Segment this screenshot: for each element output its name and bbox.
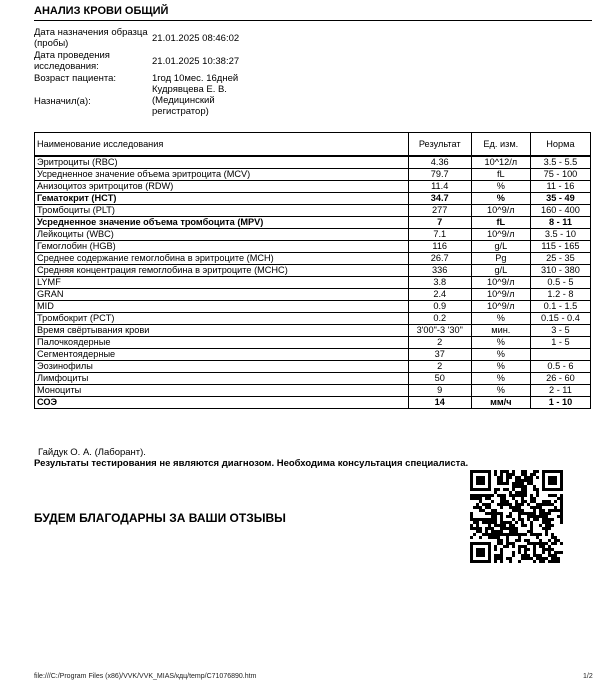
test-name-cell: Сегментоядерные — [35, 349, 409, 361]
test-name-cell: Гематокрит (HCT) — [35, 193, 409, 205]
unit-cell: g/L — [471, 265, 530, 277]
norm-cell: 160 - 400 — [530, 205, 590, 217]
table-row — [35, 349, 591, 361]
norm-cell: 3.5 - 5.5 — [530, 156, 590, 169]
performed-date-label: Дата проведения исследования: — [34, 50, 110, 72]
test-name-cell: Время свёртывания крови — [35, 325, 409, 337]
table-row — [35, 385, 591, 397]
test-name-cell: Усредненное значение объема эритроцита (MCV) — [35, 169, 409, 181]
norm-cell: 1.2 - 8 — [530, 289, 590, 301]
result-cell: 116 — [408, 241, 471, 253]
unit-cell: % — [471, 337, 530, 349]
table-row — [35, 397, 591, 409]
test-name-cell: Эозинофилы — [35, 361, 409, 373]
norm-cell: 35 - 49 — [530, 193, 590, 205]
test-name-cell: СОЭ — [35, 397, 409, 409]
test-name-cell: Средняя концентрация гемоглобина в эритроците (MCHC) — [35, 265, 409, 277]
table-row — [35, 205, 591, 217]
norm-cell: 3.5 - 10 — [530, 229, 590, 241]
result-cell: 34.7 — [408, 193, 471, 205]
test-name-cell: Анизоцитоз эритроцитов (RDW) — [35, 181, 409, 193]
result-cell: 26.7 — [408, 253, 471, 265]
disclaimer: Результаты тестирования не являются диагнозом. Необходима консультация специалиста. — [34, 458, 469, 469]
norm-cell: 75 - 100 — [530, 169, 590, 181]
header-result: Результат — [408, 133, 471, 157]
result-cell: 3.8 — [408, 277, 471, 289]
test-name-cell: Лейкоциты (WBC) — [35, 229, 409, 241]
patient-age-value: 1год 10мес. 16дней — [152, 73, 239, 84]
norm-cell: 2 - 11 — [530, 385, 590, 397]
norm-cell: 0.1 - 1.5 — [530, 301, 590, 313]
unit-cell: 10^9/л — [471, 277, 530, 289]
result-cell: 7 — [408, 217, 471, 229]
test-name-cell: LYMF — [35, 277, 409, 289]
unit-cell: Pg — [471, 253, 530, 265]
unit-cell: 10^9/л — [471, 205, 530, 217]
table-row — [35, 277, 591, 289]
table-row — [35, 361, 591, 373]
table-row — [35, 169, 591, 181]
table-row — [35, 156, 591, 169]
test-name-cell: Тромбоциты (PLT) — [35, 205, 409, 217]
norm-cell: 3 - 5 — [530, 325, 590, 337]
norm-cell: 11 - 16 — [530, 181, 590, 193]
ordered-by-label: Назначил(а): — [34, 96, 91, 107]
unit-cell: 10^12/л — [471, 156, 530, 169]
table-row — [35, 289, 591, 301]
table-row — [35, 229, 591, 241]
unit-cell: % — [471, 373, 530, 385]
performed-date-value: 21.01.2025 10:38:27 — [152, 56, 240, 67]
lab-assistant: Гайдук О. А. (Лаборант). — [38, 447, 146, 458]
test-name-cell: Гемоглобин (HGB) — [35, 241, 409, 253]
result-cell: 14 — [408, 397, 471, 409]
result-cell: 50 — [408, 373, 471, 385]
result-cell: 0.9 — [408, 301, 471, 313]
unit-cell: мм/ч — [471, 397, 530, 409]
result-cell: 0.2 — [408, 313, 471, 325]
results-table — [34, 132, 591, 409]
test-name-cell: Палочкоядерные — [35, 337, 409, 349]
footer-url: file:///C:/Program Files (x86)/VVK/VVK_MIAS/кдц/temp/C71076890.htm — [34, 673, 257, 680]
header-test-name: Наименование исследования — [35, 133, 409, 157]
result-cell: 277 — [408, 205, 471, 217]
header-norm: Норма — [530, 133, 590, 157]
header-unit: Ед. изм. — [471, 133, 530, 157]
table-row — [35, 301, 591, 313]
norm-cell — [530, 349, 590, 361]
table-row — [35, 193, 591, 205]
unit-cell: % — [471, 361, 530, 373]
norm-cell: 8 - 11 — [530, 217, 590, 229]
norm-cell: 0.15 - 0.4 — [530, 313, 590, 325]
table-row — [35, 373, 591, 385]
norm-cell: 25 - 35 — [530, 253, 590, 265]
table-row — [35, 181, 591, 193]
test-name-cell: Тромбокрит (PCT) — [35, 313, 409, 325]
result-cell: 2.4 — [408, 289, 471, 301]
unit-cell: g/L — [471, 241, 530, 253]
unit-cell: 10^9/л — [471, 301, 530, 313]
unit-cell: fL — [471, 169, 530, 181]
unit-cell: % — [471, 385, 530, 397]
result-cell: 3'00"-3 '30" — [408, 325, 471, 337]
norm-cell: 0.5 - 6 — [530, 361, 590, 373]
unit-cell: мин. — [471, 325, 530, 337]
test-name-cell: Моноциты — [35, 385, 409, 397]
result-cell: 79.7 — [408, 169, 471, 181]
patient-age-label: Возраст пациента: — [34, 73, 117, 84]
norm-cell: 1 - 10 — [530, 397, 590, 409]
result-cell: 7.1 — [408, 229, 471, 241]
norm-cell: 26 - 60 — [530, 373, 590, 385]
unit-cell: fL — [471, 217, 530, 229]
test-name-cell: Среднее содержание гемоглобина в эритроците (MCH) — [35, 253, 409, 265]
unit-cell: 10^9/л — [471, 289, 530, 301]
result-cell: 336 — [408, 265, 471, 277]
footer-page-number: 1/2 — [583, 673, 593, 680]
table-row — [35, 217, 591, 229]
feedback-banner: БУДЕМ БЛАГОДАРНЫ ЗА ВАШИ ОТЗЫВЫ — [34, 511, 286, 525]
test-name-cell: MID — [35, 301, 409, 313]
norm-cell: 310 - 380 — [530, 265, 590, 277]
norm-cell: 115 - 165 — [530, 241, 590, 253]
title-divider — [34, 20, 592, 21]
ordered-date-value: 21.01.2025 08:46:02 — [152, 33, 240, 44]
test-name-cell: GRAN — [35, 289, 409, 301]
ordered-date-label: Дата назначения образца (пробы) — [34, 27, 148, 49]
unit-cell: % — [471, 193, 530, 205]
test-name-cell: Лимфоциты — [35, 373, 409, 385]
table-row — [35, 313, 591, 325]
table-row — [35, 253, 591, 265]
unit-cell: 10^9/л — [471, 229, 530, 241]
qr-code[interactable] — [470, 470, 563, 563]
result-cell: 37 — [408, 349, 471, 361]
test-name-cell: Эритроциты (RBC) — [35, 156, 409, 169]
unit-cell: % — [471, 313, 530, 325]
page-title: АНАЛИЗ КРОВИ ОБЩИЙ — [34, 5, 169, 17]
norm-cell: 0.5 - 5 — [530, 277, 590, 289]
result-cell: 2 — [408, 337, 471, 349]
unit-cell: % — [471, 349, 530, 361]
table-row — [35, 241, 591, 253]
result-cell: 9 — [408, 385, 471, 397]
result-cell: 4.36 — [408, 156, 471, 169]
table-row — [35, 325, 591, 337]
ordered-by-value: Кудрявцева Е. В. (Медицинский регистратор) — [152, 84, 227, 117]
norm-cell: 1 - 5 — [530, 337, 590, 349]
result-cell: 11.4 — [408, 181, 471, 193]
results-header-row — [35, 133, 591, 157]
table-row — [35, 337, 591, 349]
result-cell: 2 — [408, 361, 471, 373]
table-row — [35, 265, 591, 277]
test-name-cell: Усредненное значение объема тромбоцита (MPV) — [35, 217, 409, 229]
unit-cell: % — [471, 181, 530, 193]
